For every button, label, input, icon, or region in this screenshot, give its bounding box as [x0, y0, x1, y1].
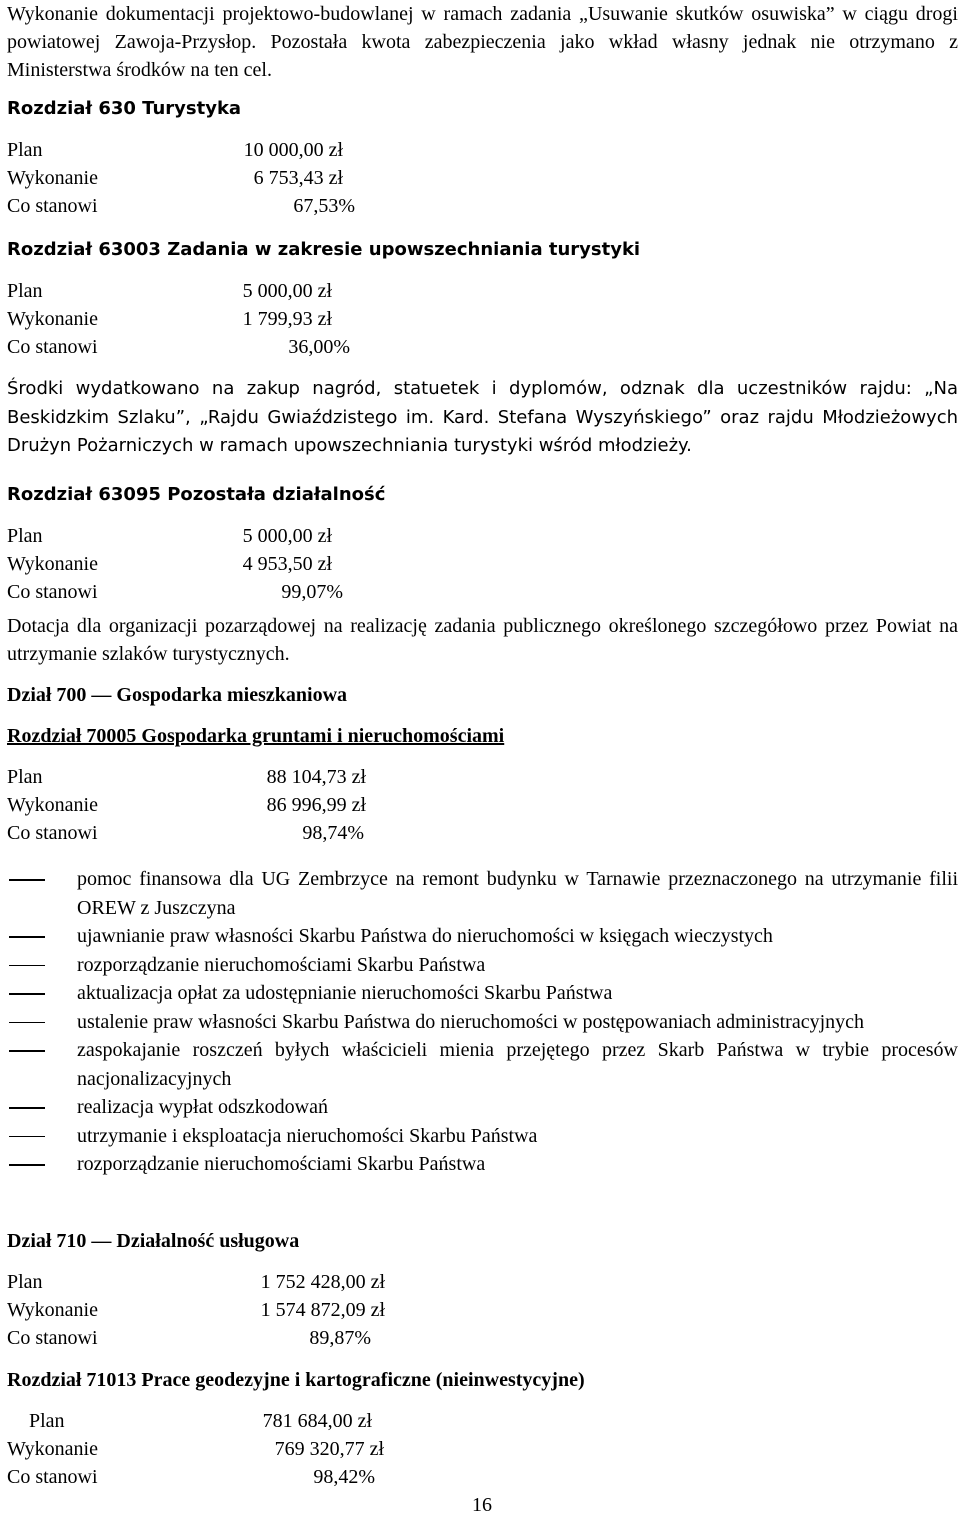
section-title-630: Rozdział 630 Turystyka — [7, 98, 242, 119]
wykonanie-label: Wykonanie — [7, 1438, 98, 1460]
list-item: ustalenie praw własności Skarbu Państwa do nieruchomości w postępowaniach administracyjnych — [7, 1008, 958, 1037]
wykonanie-value: 4 953,50 zł — [242, 553, 332, 575]
list-item: realizacja wypłat odszkodowań — [7, 1093, 958, 1122]
co-stanowi-label: Co stanowi — [7, 581, 98, 603]
co-stanowi-value: 99,07% — [281, 581, 343, 603]
plan-value: 1 752 428,00 zł — [260, 1271, 385, 1293]
task-list-70005 — [7, 865, 958, 1179]
co-stanowi-row — [7, 333, 427, 361]
list-item: rozporządzanie nieruchomościami Skarbu Państwa — [7, 951, 958, 980]
co-stanowi-row — [7, 1463, 427, 1491]
figures-71013 — [7, 1407, 427, 1491]
co-stanowi-value: 98,42% — [313, 1466, 375, 1488]
figures-630 — [7, 136, 427, 220]
wykonanie-value: 769 320,77 zł — [274, 1438, 384, 1460]
wykonanie-row — [7, 1296, 427, 1324]
wykonanie-row — [7, 164, 427, 192]
plan-label: Plan — [7, 525, 43, 547]
list-item: rozporządzanie nieruchomościami Skarbu Państwa — [7, 1150, 958, 1179]
co-stanowi-value: 89,87% — [309, 1327, 371, 1349]
plan-row — [7, 1268, 427, 1296]
wykonanie-label: Wykonanie — [7, 553, 98, 575]
wykonanie-row — [7, 305, 427, 333]
wykonanie-label: Wykonanie — [7, 794, 98, 816]
section-description-63003: Środki wydatkowano na zakup nagród, statuetek i dyplomów, odznak dla uczestników rajdu: „Na Beskidzkim Szlaku”, „Rajdu Gwiaździstego im. Kard. Stefana Wyszyńskiego” oraz rajdu Młodzieżowych Drużyn Pożarniczych w ramach upowszechniania turystyki wśród młodzieży. — [7, 378, 958, 456]
plan-value: 10 000,00 zł — [243, 139, 343, 161]
wykonanie-row — [7, 550, 427, 578]
figures-70005 — [7, 763, 427, 847]
plan-row — [7, 522, 427, 550]
plan-value: 781 684,00 zł — [262, 1410, 372, 1432]
plan-row — [7, 136, 427, 164]
list-item: aktualizacja opłat za udostępnianie nieruchomości Skarbu Państwa — [7, 979, 958, 1008]
plan-label: Plan — [7, 1271, 43, 1293]
figures-710 — [7, 1268, 427, 1352]
wykonanie-value: 6 753,43 zł — [253, 167, 343, 189]
wykonanie-label: Wykonanie — [7, 1299, 98, 1321]
plan-label: Plan — [7, 280, 43, 302]
section-title-63003: Rozdział 63003 Zadania w zakresie upowszechniania turystyki — [7, 239, 641, 260]
wykonanie-row — [7, 791, 427, 819]
wykonanie-label: Wykonanie — [7, 167, 98, 189]
list-item: utrzymanie i eksploatacja nieruchomości Skarbu Państwa — [7, 1122, 958, 1151]
plan-value: 5 000,00 zł — [242, 280, 332, 302]
plan-value: 88 104,73 zł — [266, 766, 366, 788]
plan-row — [7, 763, 427, 791]
plan-label: Plan — [29, 1410, 65, 1432]
wykonanie-value: 86 996,99 zł — [266, 794, 366, 816]
co-stanowi-label: Co stanowi — [7, 336, 98, 358]
section-title-710: Dział 710 — Działalność usługowa — [7, 1230, 300, 1252]
page-number: 16 — [472, 1494, 492, 1516]
wykonanie-row — [7, 1435, 427, 1463]
co-stanowi-label: Co stanowi — [7, 1466, 98, 1488]
co-stanowi-label: Co stanowi — [7, 822, 98, 844]
section-title-71013: Rozdział 71013 Prace geodezyjne i kartograficzne (nieinwestycyjne) — [7, 1369, 585, 1391]
wykonanie-value: 1 799,93 zł — [242, 308, 332, 330]
figures-63003 — [7, 277, 427, 361]
plan-label: Plan — [7, 766, 43, 788]
list-item: pomoc finansowa dla UG Zembrzyce na remont budynku w Tarnawie przeznaczonego na utrzymanie filii OREW z Juszczyna — [7, 865, 958, 922]
wykonanie-label: Wykonanie — [7, 308, 98, 330]
plan-value: 5 000,00 zł — [242, 525, 332, 547]
section-description-63095: Dotacja dla organizacji pozarządowej na realizację zadania publicznego określonego szczegółowo przez Powiat na utrzymanie szlaków turystycznych. — [7, 615, 958, 665]
co-stanowi-value: 67,53% — [293, 195, 355, 217]
section-title-63095: Rozdział 63095 Pozostała działalność — [7, 484, 386, 505]
intro-paragraph: Wykonanie dokumentacji projektowo-budowlanej w ramach zadania „Usuwanie skutków osuwiska” w ciągu drogi powiatowej Zawoja-Przysłop. Pozostała kwota zabezpieczenia jako wkład własny jednak nie otrzymano z Ministerstwa środków na ten cel. — [7, 3, 958, 81]
co-stanowi-row — [7, 578, 427, 606]
co-stanowi-label: Co stanowi — [7, 1327, 98, 1349]
list-item: ujawnianie praw własności Skarbu Państwa do nieruchomości w księgach wieczystych — [7, 922, 958, 951]
plan-label: Plan — [7, 139, 43, 161]
co-stanowi-value: 98,74% — [302, 822, 364, 844]
section-title-700: Dział 700 — Gospodarka mieszkaniowa — [7, 684, 348, 706]
figures-63095 — [7, 522, 427, 606]
co-stanowi-row — [7, 192, 427, 220]
co-stanowi-row — [7, 1324, 427, 1352]
wykonanie-value: 1 574 872,09 zł — [260, 1299, 385, 1321]
plan-row — [7, 277, 427, 305]
co-stanowi-row — [7, 819, 427, 847]
section-title-70005: Rozdział 70005 Gospodarka gruntami i nieruchomościami — [7, 725, 505, 747]
co-stanowi-label: Co stanowi — [7, 195, 98, 217]
co-stanowi-value: 36,00% — [288, 336, 350, 358]
list-item: zaspokajanie roszczeń byłych właścicieli mienia przejętego przez Skarb Państwa w trybie procesów nacjonalizacyjnych — [7, 1036, 958, 1093]
plan-row — [7, 1407, 427, 1435]
